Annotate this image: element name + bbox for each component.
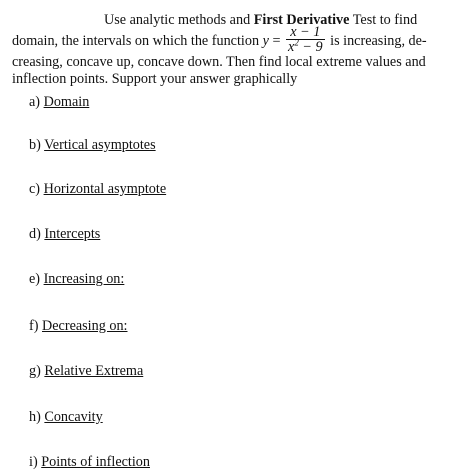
- item-label: Intercepts: [44, 226, 101, 242]
- item-letter: f): [29, 318, 39, 334]
- first-derivative-bold: First Derivative: [253, 12, 350, 28]
- item-letter: a): [29, 94, 41, 110]
- item-label: Concavity: [44, 409, 103, 425]
- item-intercepts: [29, 226, 100, 243]
- denominator-exponent: 2: [294, 37, 299, 48]
- instructions-line-4: inflection points. Support your answer graphically: [12, 71, 298, 87]
- instructions-line-3: creasing, concave up, concave down. Then find local extreme values and: [12, 54, 426, 70]
- item-increasing-on: [29, 271, 124, 288]
- item-letter: d): [29, 226, 41, 242]
- instructions-text: is increasing, de-: [326, 32, 427, 49]
- function-fraction: [286, 25, 325, 54]
- item-horizontal-asymptote: [29, 181, 166, 198]
- item-label: Domain: [43, 94, 90, 110]
- item-letter: b): [29, 137, 41, 153]
- equals-sign: =: [268, 32, 285, 49]
- item-decreasing-on: [29, 318, 128, 335]
- item-concavity: [29, 409, 103, 426]
- item-relative-extrema: [29, 363, 143, 380]
- fraction-denominator: [286, 37, 325, 55]
- instructions-line-1: [12, 12, 468, 29]
- instructions-text: Use analytic methods and: [104, 12, 254, 28]
- instructions-text: domain, the intervals on which the function: [12, 32, 263, 49]
- denominator-rest: − 9: [298, 39, 323, 55]
- function-variable-y: y: [262, 32, 269, 49]
- item-label: Increasing on:: [43, 271, 125, 287]
- problem-instructions: [12, 12, 468, 88]
- item-points-of-inflection: [29, 454, 150, 471]
- item-letter: c): [29, 181, 41, 197]
- item-label: Relative Extrema: [44, 363, 144, 379]
- instructions-line-2: [12, 24, 468, 55]
- item-label: Vertical asymptotes: [44, 137, 156, 153]
- item-label: Horizontal asymptote: [43, 181, 167, 197]
- item-letter: h): [29, 409, 41, 425]
- fraction-numerator: x − 1: [286, 25, 325, 40]
- item-letter: i): [29, 454, 38, 470]
- denominator-base: x: [288, 39, 295, 55]
- instructions-text: Test to find: [349, 12, 418, 28]
- item-label: Points of inflection: [41, 454, 150, 470]
- item-vertical-asymptotes: [29, 137, 156, 154]
- item-letter: g): [29, 363, 41, 379]
- item-letter: e): [29, 271, 41, 287]
- item-domain: [29, 94, 89, 111]
- item-label: Decreasing on:: [42, 318, 128, 334]
